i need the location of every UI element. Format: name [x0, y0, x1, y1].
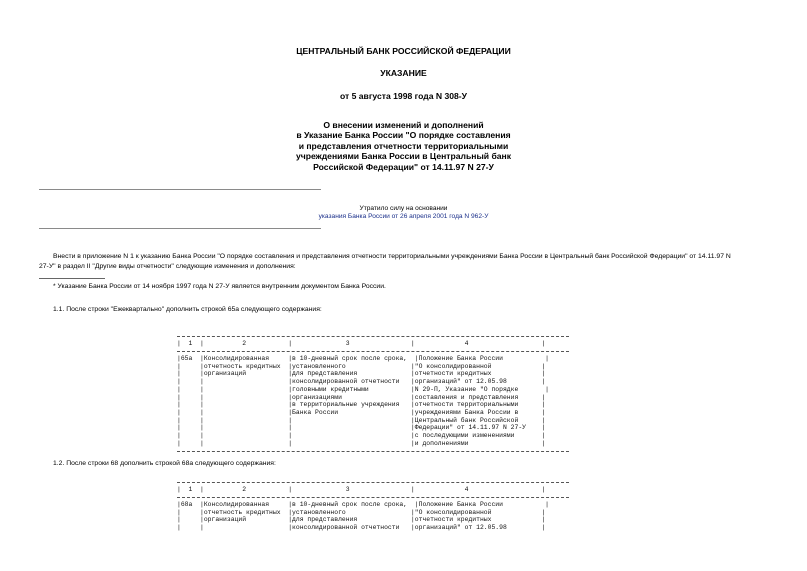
table-rule-bottom: [177, 451, 569, 452]
table-row: | | |организациями |составления и представления |: [177, 393, 546, 401]
bank-name: ЦЕНТРАЛЬНЫЙ БАНК РОССИЙСКОЙ ФЕДЕРАЦИИ: [296, 46, 511, 56]
footnote: * Указание Банка России от 14 ноября 1997 года N 27-У является внутренним документом Банка России.: [53, 283, 386, 290]
table-row: | | |консолидированной отчетности |организаций" от 12.05.98 |: [177, 378, 546, 386]
intro-paragraph-line1: Внести в приложение N 1 к указанию Банка России "О порядке составления и представления отчетности территориальными учреждениями Банка России в Центральный банк Российской Федерации" от 14.11.97 N: [53, 253, 731, 260]
table-row: |68а |Консолидированная |в 10-дневный срок после срока, |Положение Банка России |: [177, 501, 549, 508]
table-row: | |отчетность кредитных |установленного |"О консолидированной |: [177, 508, 546, 516]
table-rule-mid: [177, 351, 569, 352]
table-row: | | |головными кредитными |N 29-П, Указание "О порядке |: [177, 385, 549, 393]
doc-title-line: учреждениями Банка России в Центральный банк: [295, 151, 512, 162]
doc-title-line: О внесении изменений и дополнений: [323, 120, 484, 130]
table-2: [177, 482, 571, 571]
table-row: | | |Банка России |учреждениями Банка России в |: [177, 408, 546, 416]
lost-force-text: Утратило силу на основании: [359, 205, 448, 212]
table-row: | | | |Центральный банк Российской |: [177, 416, 546, 424]
doc-title-line: Российской Федерации" от 14.11.97 N 27-У: [313, 161, 494, 172]
table-row: | |отчетность кредитных |установленного |"О консолидированной |: [177, 362, 546, 370]
doc-type: УКАЗАНИЕ: [380, 68, 427, 78]
table-row: | | | |Федерации" от 14.11.97 N 27-У |: [177, 424, 546, 432]
table-header-row: | 1 | 2 | 3 | 4 |: [177, 486, 546, 493]
table-row: | | | |с последующими изменениями |: [177, 432, 546, 440]
divider-bottom: [39, 228, 321, 229]
doc-title-line: и представления отчетности территориальными: [298, 140, 509, 151]
table-1: [177, 336, 571, 454]
table-rule-top: [177, 482, 569, 483]
table-row: |65а |Консолидированная |в 10-дневный срок после срока, |Положение Банка России |: [177, 355, 549, 362]
doc-title: [0, 120, 807, 172]
item-1-2: 1.2. После строки 68 дополнить строкой 68а следующего содержания:: [53, 460, 276, 467]
table-row: | | | |и дополнениями |: [177, 439, 546, 447]
table-rule-mid: [177, 497, 569, 498]
table-rule-top: [177, 336, 569, 337]
table-row: | | |консолидированной отчетности |организаций" от 12.05.98 |: [177, 524, 546, 532]
intro-paragraph-line2: 27-У" в раздел II "Другие виды отчетности" следующие изменения и дополнения:: [39, 263, 296, 270]
table-header-row: | 1 | 2 | 3 | 4 |: [177, 340, 546, 347]
divider-top: [39, 189, 321, 190]
basis-link[interactable]: указания Банка России от 26 апреля 2001 года N 962-У: [318, 213, 489, 220]
table-row: | |организаций |для представления |отчетности кредитных |: [177, 516, 546, 524]
doc-title-line: в Указание Банка России "О порядке составления: [296, 130, 511, 141]
footnote-divider: [39, 278, 105, 279]
table-row: | |организаций |для представления |отчетности кредитных |: [177, 370, 546, 378]
item-1-1: 1.1. После строки "Ежеквартально" дополнить строкой 65а следующего содержания:: [53, 306, 322, 313]
table-row: | | |в территориальные учреждения |отчетности территориальными |: [177, 401, 546, 409]
doc-date-number: от 5 августа 1998 года N 308-У: [339, 91, 468, 101]
